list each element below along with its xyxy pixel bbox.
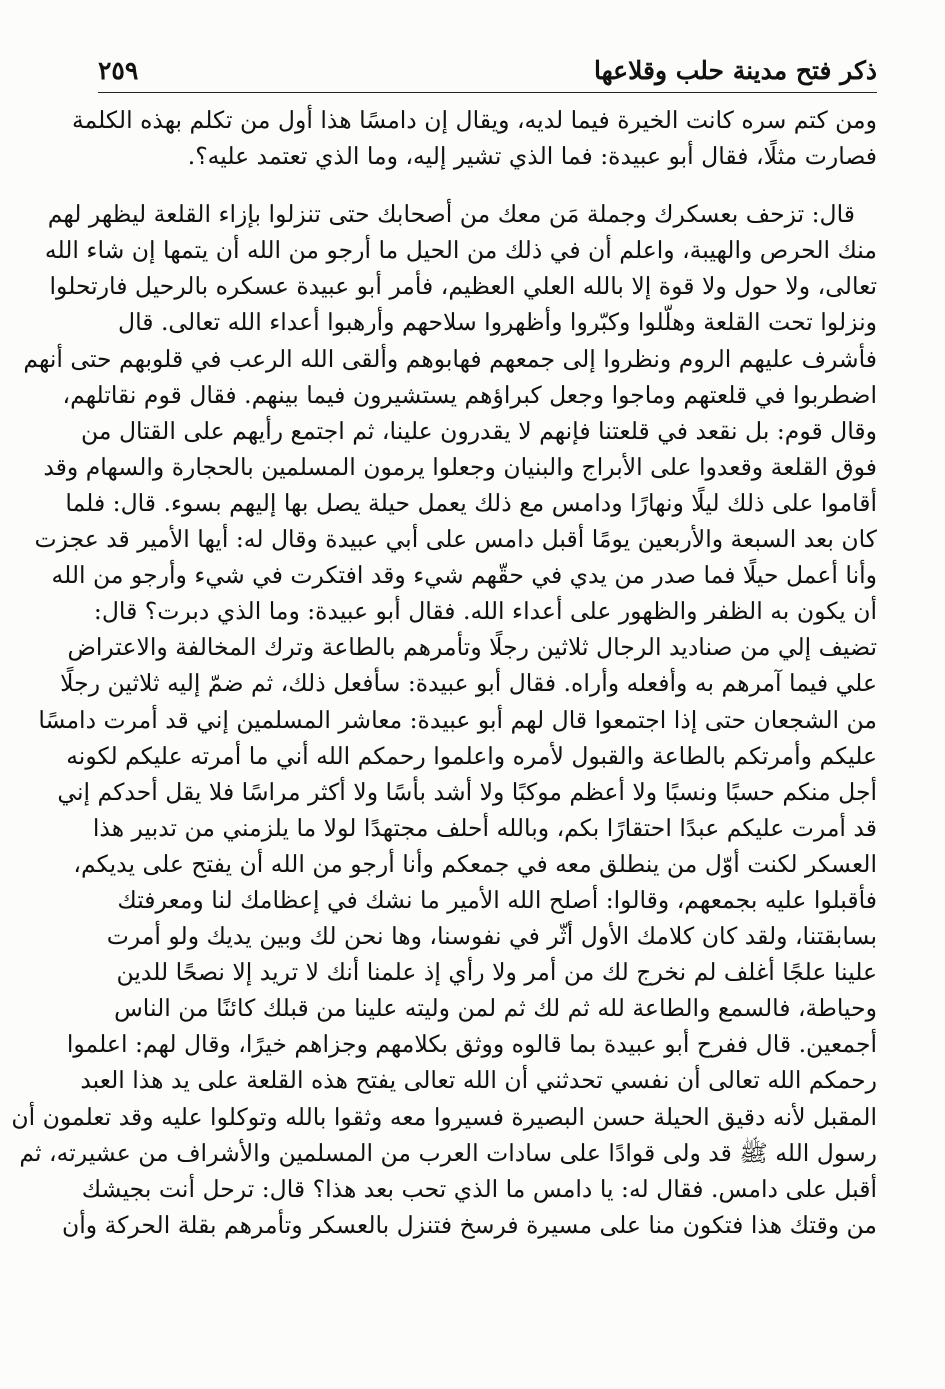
- text-line: عليكم وأمرتكم بالطاعة والقبول لأمره واعلموا رحمكم الله أني ما أمرته عليكم لكونه: [66, 741, 877, 770]
- text-line: أن يكون به الظفر والظهور على أعداء الله. فقال أبو عبيدة: وما الذي دبرت؟ قال:: [93, 597, 877, 626]
- running-title: ذكر فتح مدينة حلب وقلاعها: [594, 56, 877, 85]
- text-line: من وقتك هذا فتكون منا على مسيرة فرسخ فتنزل بالعسكر وتأمرهم بقلة الحركة وأن: [62, 1210, 877, 1239]
- body-text: [11, 102, 877, 1243]
- text-line: رسول الله ﷺ قد ولى قوادًا على سادات العرب من المسلمين والأشراف من عشيرته، ثم: [19, 1138, 877, 1167]
- text-line: أجمعين. قال ففرح أبو عبيدة بما قالوه ووثق بكلامهم وجزاهم خيرًا، وقال لهم: اعلموا: [66, 1030, 877, 1059]
- text-line: أجل منكم حسبًا ونسبًا ولا أعظم موكبًا ولا أشد بأسًا ولا أكثر مراسًا فلا يقل أحدكم إني: [57, 777, 877, 806]
- text-line: رحمكم الله تعالى أن نفسي تحدثني أن الله تعالى يفتح هذه القلعة على يد هذا العبد: [80, 1066, 877, 1095]
- text-line: فأشرف عليهم الروم ونظروا إلى جمعهم فهابوهم وألقى الله الرعب في قلوبهم حتى أنهم: [23, 344, 877, 373]
- text-line: وحياطة، فالسمع والطاعة لله ثم لك ثم لمن وليته علينا من قبلك كائنًا من الناس: [114, 994, 877, 1023]
- text-line: اضطربوا في قلعتهم وماجوا وجعل كبراؤهم يستشيرون فيما بينهم. فقال قوم نقاتلهم،: [62, 380, 877, 409]
- text-line: تضيف إلي من صناديد الرجال ثلاثين رجلًا وتأمرهم بالطاعة وترك المخالفة والاعتراض: [67, 633, 877, 662]
- text-line: ومن كتم سره كانت الخيرة فيما لديه، ويقال إن دامسًا هذا أول من تكلم بهذه الكلمة: [71, 106, 877, 134]
- text-line: فأقبلوا عليه بجمعهم، وقالوا: أصلح الله الأمير ما نشك في إعظامك لنا ومعرفتك: [117, 885, 877, 914]
- text-line: بسابقتنا، ولقد كان كلامك الأول أثّر في نفوسنا، وها نحن لك وبين يديك ولو أمرت: [106, 922, 877, 951]
- text-line: وأنا أعمل حيلًا فما صدر من يدي في حقّهم شيء وقد افتكرت في شيء وأرجو من الله: [51, 561, 877, 590]
- text-line: علينا علجًا أغلف لم نخرج لك من أمر ولا رأي إذ علمنا أنك لا تريد إلا نصحًا للدين: [116, 958, 877, 987]
- text-line: فصارت مثلًا، فقال أبو عبيدة: فما الذي تشير إليه، وما الذي تعتمد عليه؟.: [187, 142, 877, 171]
- text-line: المقبل لأنه دقيق الحيلة حسن البصيرة فسيروا معه وثقوا بالله وتوكلوا عليه وقد تعلمون أن: [11, 1102, 877, 1131]
- text-line: أقاموا على ذلك ليلًا ونهارًا ودامس مع ذلك يعمل حيلة يصل بها إليهم بسوء. قال: فلما: [65, 488, 877, 517]
- text-line: قال: تزحف بعسكرك وجملة مَن معك من أصحابك حتى تنزلوا بإزاء القلعة ليظهر لهم: [47, 200, 855, 229]
- text-line: من الشجعان حتى إذا اجتمعوا قال لهم أبو عبيدة: معاشر المسلمين إني قد أمرت دامسًا: [38, 705, 877, 734]
- text-line: العسكر لكنت أوّل من ينطلق معه في جمعكم وأنا أرجو من الله أن يفتح على يديكم،: [73, 849, 877, 878]
- page-number: ٢٥٩: [98, 56, 139, 85]
- paragraph-1: [71, 102, 877, 174]
- text-line: قد أمرت عليكم عبدًا احتقارًا بكم، وبالله أحلف مجتهدًا لولا ما يلزمني من تدبير هذا: [92, 813, 877, 842]
- paragraph-2: [11, 196, 877, 1243]
- page-header: [98, 52, 877, 92]
- text-line: أقبل على دامس. فقال له: يا دامس ما الذي تحب بعد هذا؟ قال: ترحل أنت بجيشك: [81, 1174, 877, 1203]
- header-rule: [98, 92, 877, 93]
- text-line: فوق القلعة وقعدوا على الأبراج والبنيان وجعلوا يرمون المسلمين بالحجارة والسهام وقد: [43, 452, 877, 481]
- text-line: وقال قوم: بل نقعد في قلعتنا فإنهم لا يقدرون علينا، ثم اجتمع رأيهم على القتال من: [81, 416, 877, 445]
- text-line: علي فيما آمرهم به وأفعله وأراه. فقال أبو عبيدة: سأفعل ذلك، ثم ضمّ إليه ثلاثين رجلًا: [60, 669, 877, 698]
- text-line: تعالى، ولا حول ولا قوة إلا بالله العلي العظيم، فأمر أبو عبيدة عسكره بالرحيل فارتحلوا: [49, 272, 877, 301]
- text-line: كان بعد السبعة والأربعين يومًا أقبل دامس على أبي عبيدة وقال له: أيها الأمير قد عجزت: [34, 525, 877, 554]
- text-line: ونزلوا تحت القلعة وهلّلوا وكبّروا وأظهروا سلاحهم وأرهبوا أعداء الله تعالى. قال: [118, 308, 877, 337]
- text-line: منك الحرص والهيبة، واعلم أن في ذلك من الحيل ما أرجو من الله أن يتمها إن شاء الله: [44, 236, 877, 265]
